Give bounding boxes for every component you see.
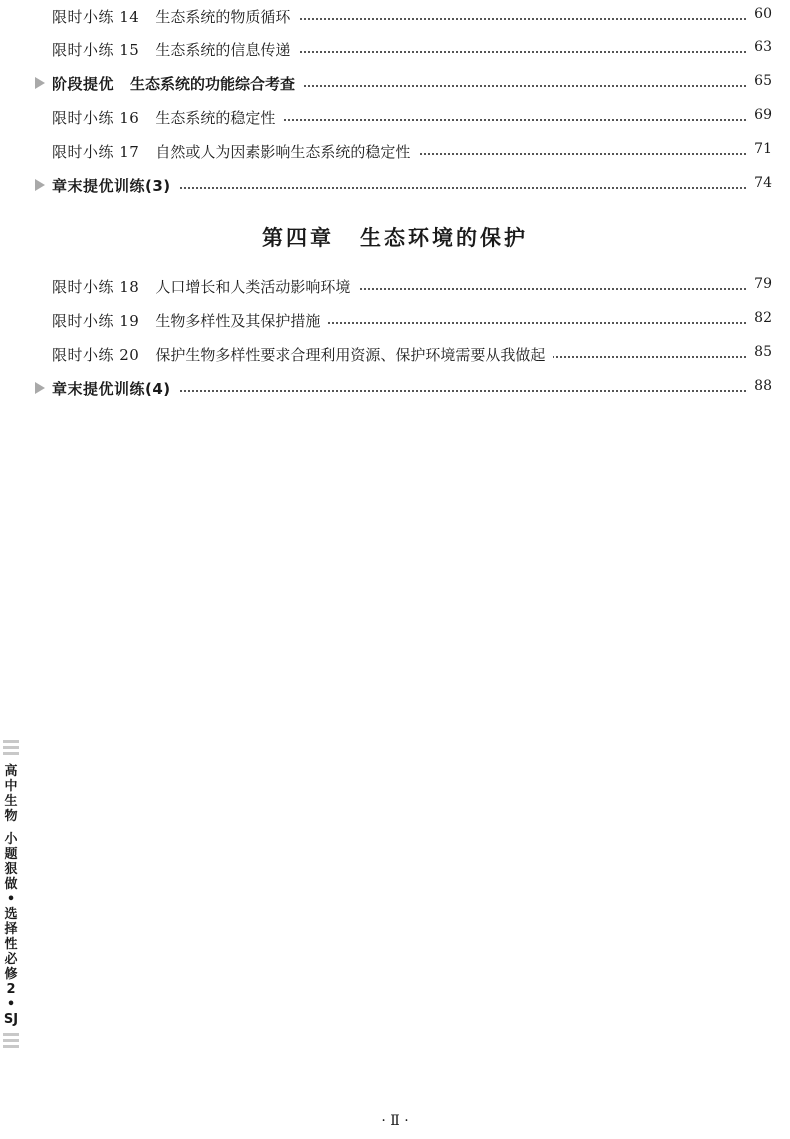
entry-label: 限时小练 18 人口增长和人类活动影响环境 [52,276,358,297]
sidebar-series: 小 题 狠 做 [4,832,18,892]
sidebar-dot: • [6,892,16,907]
entry-label: 限时小练 16 生态系统的稳定性 [52,107,283,128]
toc-entry[interactable] [0,274,790,298]
triangle-marker-icon [35,77,45,89]
entry-label: 限时小练 20 保护生物多样性要求合理利用资源、保护环境需要从我做起 [52,344,553,365]
page-footer: · Ⅱ · [381,1113,409,1129]
page-number: 71 [746,141,772,157]
chapter-number: 第四章 [262,225,334,250]
page-number: 85 [746,344,772,360]
toc-entry[interactable] [0,139,790,163]
book-spine-label [0,740,22,1051]
page-number: 74 [746,175,772,191]
sidebar-subject: 高 中 生 物 [4,764,18,824]
toc-entry[interactable] [0,37,790,61]
toc-entry[interactable] [0,4,790,28]
page-number: 88 [746,378,772,394]
triangle-marker-icon [35,382,45,394]
sidebar-volume: 选 择 性 必 修 2 [4,907,18,997]
page-number: 60 [746,6,772,22]
toc-entry-stage[interactable] [0,71,790,95]
entry-label: 限时小练 17 自然或人为因素影响生态系统的稳定性 [52,141,418,162]
entry-label: 限时小练 19 生物多样性及其保护措施 [52,310,328,331]
page-number: 63 [746,39,772,55]
sidebar-edition: SJ [3,1012,19,1027]
toc-entry[interactable] [0,342,790,366]
vertical-book-title [4,764,18,1027]
page-number: 65 [746,73,772,89]
toc-entry[interactable] [0,105,790,129]
decorative-bars [3,1033,19,1051]
page-number: 79 [746,276,772,292]
page-number: 82 [746,310,772,326]
entry-label: 限时小练 14 生态系统的物质循环 [52,6,298,27]
chapter-heading [0,222,790,252]
toc-entry-review[interactable] [0,376,790,400]
triangle-marker-icon [35,179,45,191]
toc-entry-review[interactable] [0,173,790,197]
decorative-bars [3,740,19,758]
entry-label: 章末提优训练(3) [52,175,179,196]
entry-label: 限时小练 15 生态系统的信息传递 [52,39,298,60]
page-number: 69 [746,107,772,123]
sidebar-dot: • [6,997,16,1012]
chapter-title: 生态环境的保护 [360,225,528,250]
entry-label: 阶段提优 生态系统的功能综合考查 [52,73,303,94]
toc-entry[interactable] [0,308,790,332]
entry-label: 章末提优训练(4) [52,378,179,399]
